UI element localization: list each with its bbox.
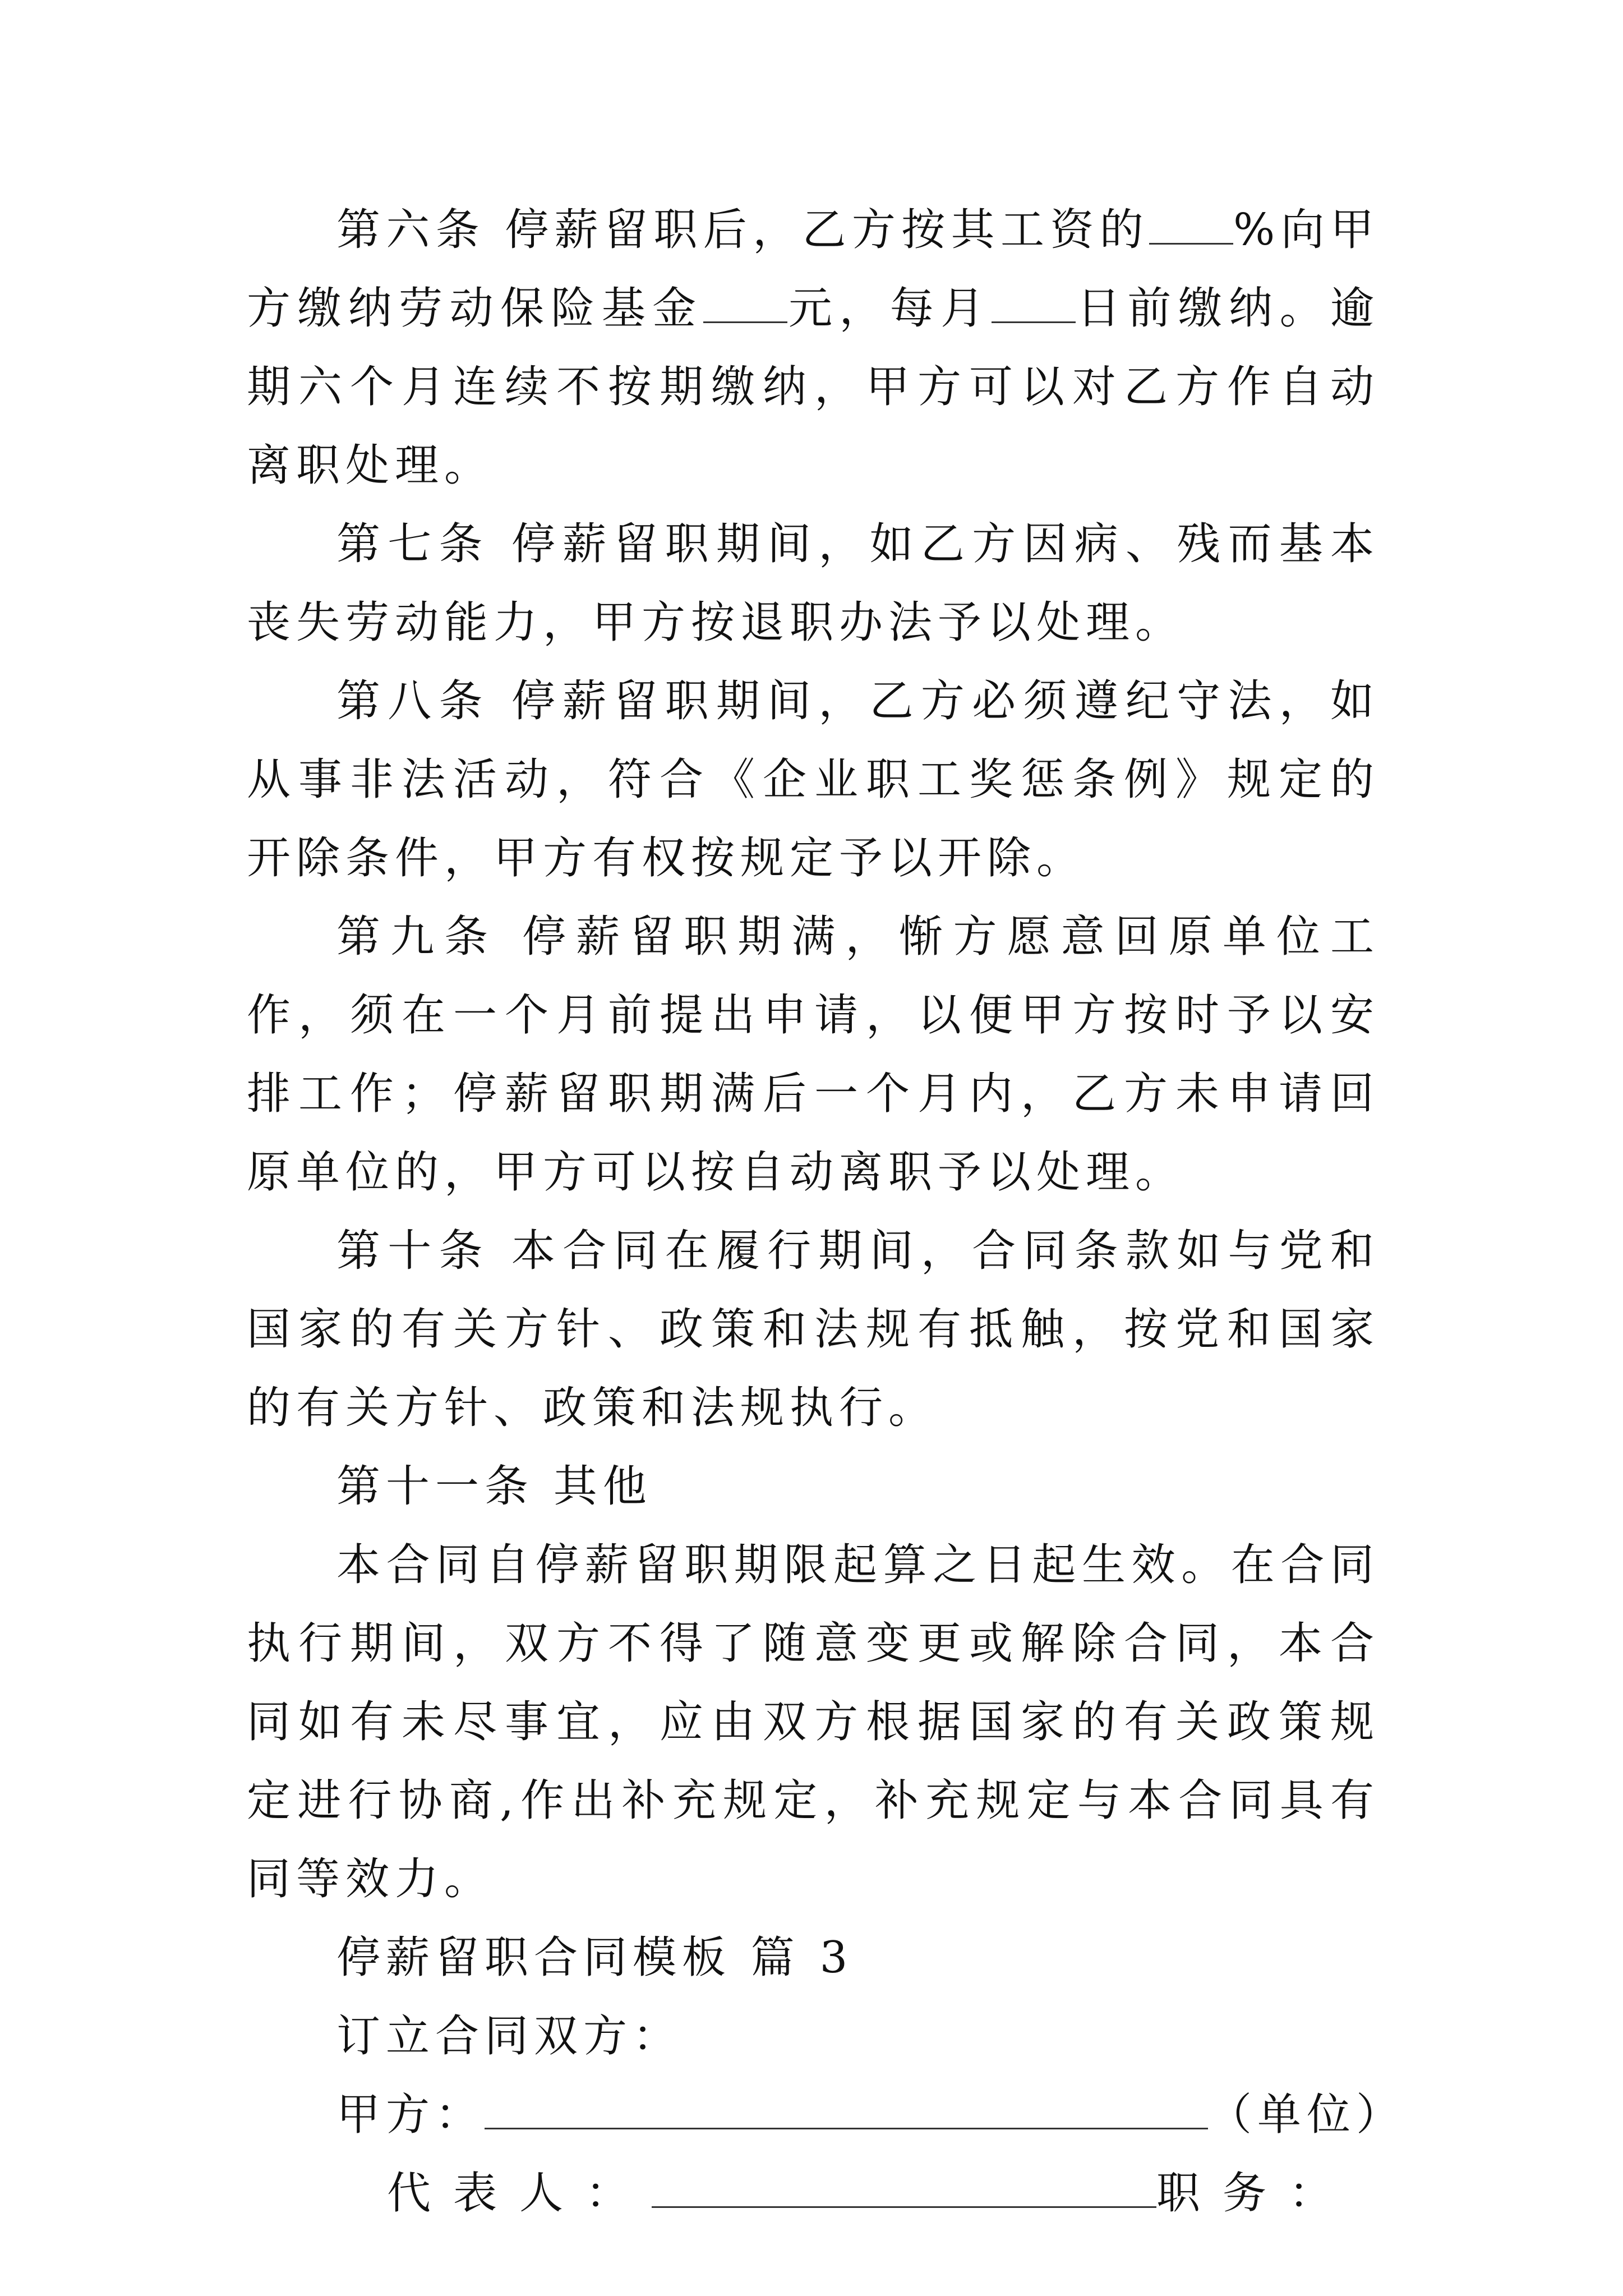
representative-line	[247, 2154, 1380, 2233]
article-11-body: 本合同自停薪留职期限起算之日起生效。在合同执行期间，双方不得了随意变更或解除合同，本合同如有未尽事宜，应由双方根据国家的有关政策规定进行协商,作出补充规定，补充规定与本合同具有同等效力。	[247, 1540, 1380, 1904]
party-a-suffix: （单位）	[1208, 2090, 1406, 2140]
blank-amount	[703, 282, 787, 323]
position-label: 职务：	[1156, 2168, 1355, 2219]
parties-label: 订立合同双方：	[336, 2011, 683, 2062]
article-6-part2: %向甲方缴纳劳动保险基金	[247, 205, 1380, 334]
article-6	[247, 191, 1380, 505]
party-a-label: 甲方：	[336, 2090, 485, 2140]
representative-label: 代表人：	[387, 2168, 652, 2219]
article-7: 第七条 停薪留职期间，如乙方因病、残而基本丧失劳动能力，甲方按退职办法予以处理。	[247, 519, 1380, 648]
blank-percentage	[1149, 204, 1233, 245]
party-a-blank	[485, 2088, 1208, 2129]
representative-blank	[652, 2167, 1156, 2208]
article-6-part4: 日前缴纳。逾期六个月连续不按期缴纳，甲方可以对乙方作自动离职处理。	[247, 283, 1380, 491]
article-10: 第十条 本合同在履行期间，合同条款如与党和国家的有关方针、政策和法规有抵触，按党和国家的有关方针、政策和法规执行。	[247, 1226, 1380, 1433]
article-9: 第九条 停薪留职期满，惭方愿意回原单位工作，须在一个月前提出申请，以便甲方按时予以安排工作；停薪留职期满后一个月内，乙方未申请回原单位的，甲方可以按自动离职予以处理。	[247, 912, 1380, 1198]
article-6-part3: 元，每月	[787, 283, 992, 334]
article-6-part1: 第六条 停薪留职后，乙方按其工资的	[336, 205, 1150, 255]
party-a-line	[247, 2076, 1406, 2154]
blank-day	[992, 282, 1076, 323]
article-8: 第八条 停薪留职期间，乙方必须遵纪守法，如从事非法活动，符合《企业职工奖惩条例》规定的开除条件，甲方有权按规定予以开除。	[247, 676, 1380, 884]
section-heading: 停薪留职合同模板 篇 3	[336, 1932, 854, 1983]
document-body	[247, 191, 1406, 2233]
article-11-title: 第十一条 其他	[336, 1461, 652, 1512]
